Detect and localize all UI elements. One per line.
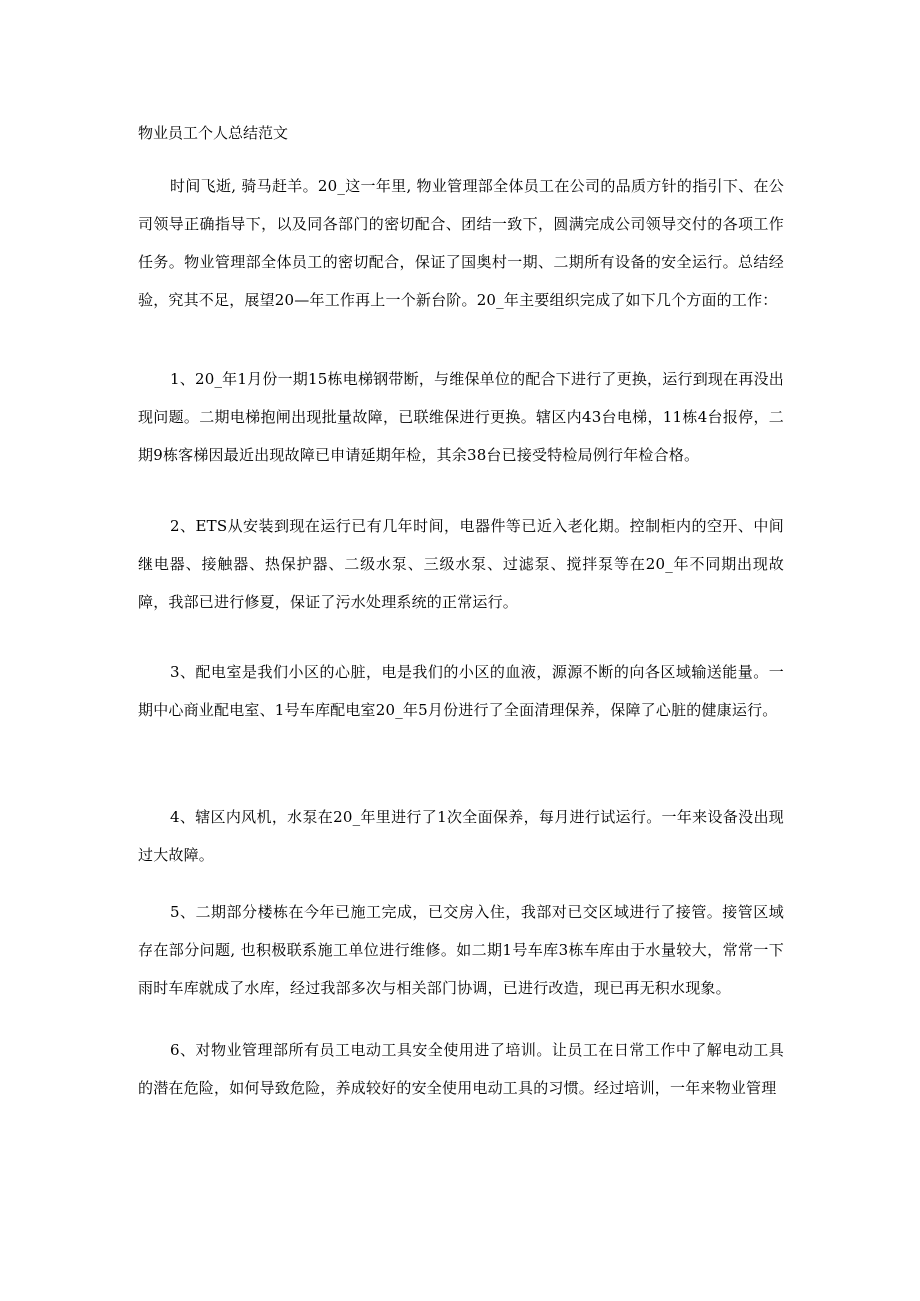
item-2-paragraph: 2、ETS从安装到现在运行已有几年时间，电器件等已近入老化期。控制柜内的空开、中间继电器、接触器、热保护器、二级水泵、三级水泵、过滤泵、搅拌泵等在20_年不同期出现故障，我部已进行修夏，保证了污水处理系统的正常运行。 [138, 517, 784, 611]
item-4-paragraph: 4、辖区内风机，水泵在20_年里进行了1次全面保养，每月进行试运行。一年来设备没出现过大故障。 [138, 808, 784, 864]
item-1-paragraph: 1、20_年1月份一期15栋电梯钢带断，与维保单位的配合下进行了更换，运行到现在再没出现问题。二期电梯抱闸出现批量故障，已联维保进行更换。辖区内43台电梯，11栋4台报停，二期9栋客梯因最近出现故障已申请延期年检，其余38台已接受特检局例行年检合格。 [138, 370, 784, 464]
item-3-paragraph: 3、配电室是我们小区的心脏，电是我们的小区的血液，源源不断的向各区域输送能量。一期中心商业配电室、1号车库配电室20_年5月份进行了全面清理保养，保障了心脏的健康运行。 [138, 663, 784, 719]
item-6-paragraph: 6、对物业管理部所有员工电动工具安全使用进了培训。让员工在日常工作中了解电动工具的潜在危险，如何导致危险，养成较好的安全使用电动工具的习惯。经过培训，一年来物业管理 [138, 1041, 784, 1097]
document-title: 物业员工个人总结范文 [138, 124, 289, 142]
item-5-paragraph: 5、二期部分楼栋在今年已施工完成，已交房入住，我部对已交区域进行了接管。接管区域存在部分问题, 也积极联系施工单位进行维修。如二期1号车库3栋车库由于水量较大，常常一下雨时车库就成了水库，经过我部多次与相关部门协调，已进行改造，现已再无积水现象。 [138, 903, 784, 997]
intro-paragraph: 时间飞逝, 骑马赶羊。20_这一年里, 物业管理部全体员工在公司的品质方针的指引下、在公司领导正确指导下，以及同各部门的密切配合、团结一致下，圆满完成公司领导交付的各项工作任务。物业管理部全体员工的密切配合，保证了国奥村一期、二期所有设备的安全运行。总结经验，究其不足，展望20—年工作再上一个新台阶。20_年主要组织完成了如下几个方面的工作： [138, 177, 784, 309]
